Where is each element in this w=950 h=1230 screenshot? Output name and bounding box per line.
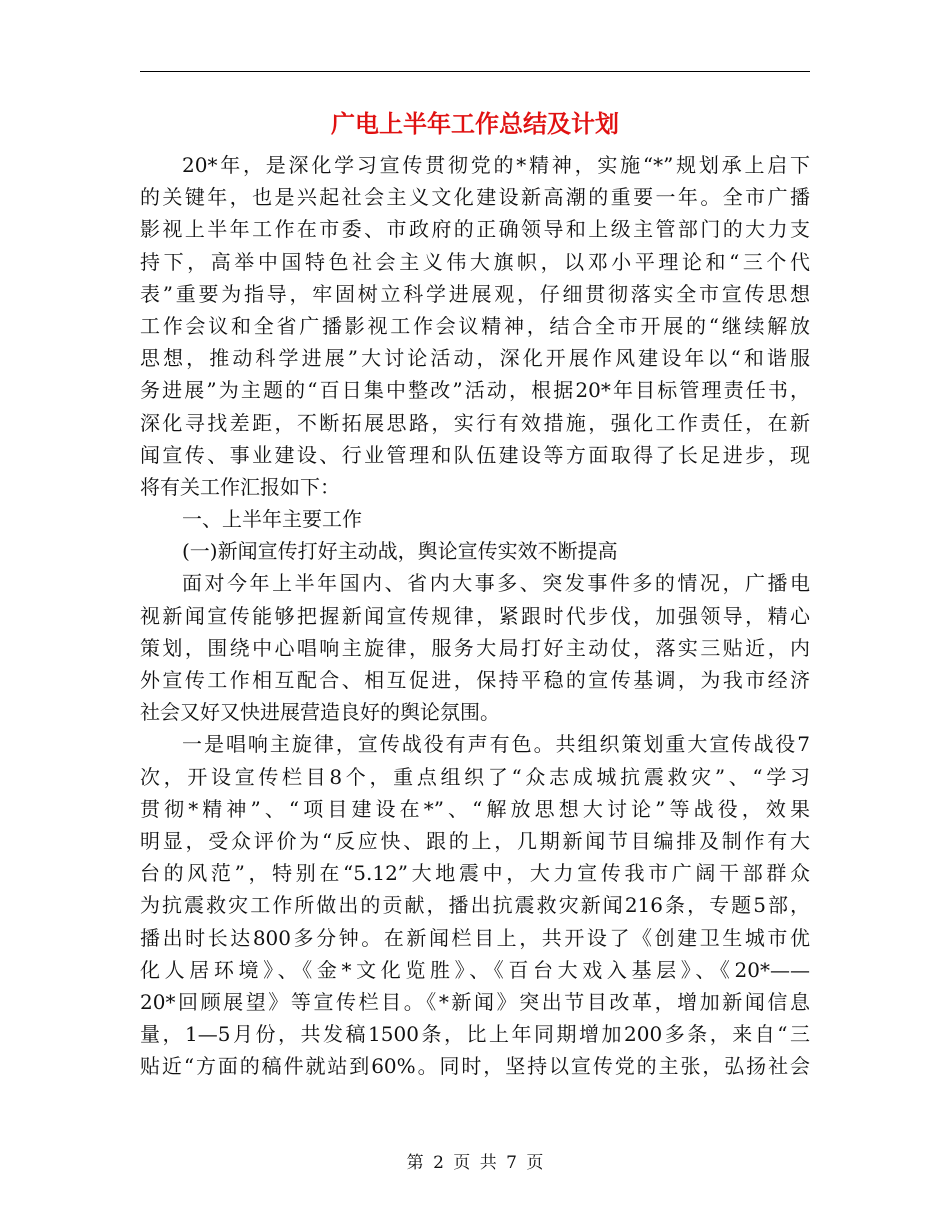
body-line: 台的风范”，特别在“5.12”大地震中，大力宣传我市广阔干部群众 bbox=[140, 861, 810, 886]
body-line: 社会又好又快进展营造良好的舆论氛围。 bbox=[140, 700, 500, 725]
body-line: 的关键年，也是兴起社会主义文化建设新高潮的重要一年。全市广播 bbox=[140, 185, 810, 210]
body-line: 20*年，是深化学习宣传贯彻党的*精神，实施“*”规划承上启下 bbox=[182, 153, 810, 177]
body-line: 播出时长达800多分钟。在新闻栏目上，共开设了《创建卫生城市优 bbox=[140, 925, 810, 950]
body-line: 次，开设宣传栏目8个，重点组织了“众志成城抗震救灾”、“学习 bbox=[140, 764, 810, 789]
body-line: 工作会议和全省广播影视工作会议精神，结合全市开展的“继续解放 bbox=[140, 313, 810, 338]
body-line: 将有关工作汇报如下： bbox=[140, 474, 340, 499]
body-line: 务进展”为主题的“百日集中整改”活动，根据20*年目标管理责任书， bbox=[140, 378, 810, 403]
body-line: 表”重要为指导，牢固树立科学进展观，仔细贯彻落实全市宣传思想 bbox=[140, 281, 810, 306]
body-line: 20*回顾展望》等宣传栏目。《*新闻》突出节目改革，增加新闻信息 bbox=[140, 989, 810, 1014]
body-line: 明显，受众评价为“反应快、跟的上，几期新闻节目编排及制作有大 bbox=[140, 828, 810, 853]
body-line: 化人居环境》、《金*文化览胜》、《百台大戏入基层》、《20*—— bbox=[140, 957, 810, 982]
body-line: 闻宣传、事业建设、行业管理和队伍建设等方面取得了长足进步，现 bbox=[140, 442, 810, 467]
body-line: 为抗震救灾工作所做出的贡献，播出抗震救灾新闻216条，专题5部， bbox=[140, 893, 810, 918]
document-body bbox=[140, 149, 810, 1082]
body-line: 视新闻宣传能够把握新闻宣传规律，紧跟时代步伐，加强领导，精心 bbox=[140, 603, 810, 628]
body-line: 持下，高举中国特色社会主义伟大旗帜，以邓小平理论和“三个代 bbox=[140, 249, 810, 274]
body-line: 外宣传工作相互配合、相互促进，保持平稳的宣传基调，为我市经济 bbox=[140, 668, 810, 692]
page-number: 第 2 页 共 7 页 bbox=[406, 1153, 544, 1173]
body-line: 思想，推动科学进展”大讨论活动，深化开展作风建设年以“和谐服 bbox=[140, 346, 810, 371]
body-line: 一是唱响主旋律，宣传战役有声有色。共组织策划重大宣传战役7 bbox=[182, 732, 810, 757]
body-line: 深化寻找差距，不断拓展思路，实行有效措施，强化工作责任，在新 bbox=[140, 410, 810, 435]
document-title: 广电上半年工作总结及计划 bbox=[331, 109, 619, 138]
header-rule bbox=[140, 71, 810, 72]
body-line: 贯彻*精神”、“项目建设在*”、“解放思想大讨论”等战役，效果 bbox=[140, 796, 810, 821]
body-line: 面对今年上半年国内、省内大事多、突发事件多的情况，广播电 bbox=[182, 571, 810, 596]
subsection-heading: (一)新闻宣传打好主动战，舆论宣传实效不断提高 bbox=[182, 539, 618, 564]
body-line: 影视上半年工作在市委、市政府的正确领导和上级主管部门的大力支 bbox=[140, 217, 810, 242]
body-line: 量，1—5月份，共发稿1500条，比上年同期增加200多条，来自“三 bbox=[140, 1022, 810, 1047]
body-line: 策划，围绕中心唱响主旋律，服务大局打好主动仗，落实三贴近，内 bbox=[140, 635, 810, 660]
body-line: 贴近“方面的稿件就站到60%。同时，坚持以宣传党的主张，弘扬社会 bbox=[140, 1054, 810, 1079]
section-heading: 一、上半年主要工作 bbox=[182, 507, 362, 532]
